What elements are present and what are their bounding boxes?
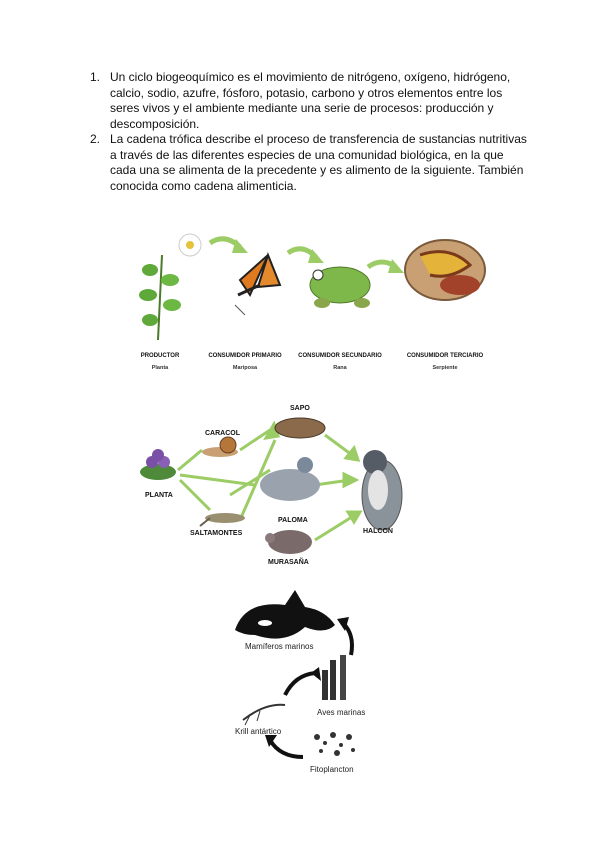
web-arrow bbox=[315, 515, 355, 540]
list-number: 1. bbox=[90, 70, 101, 84]
marine-label-fitoplancton: Fitoplancton bbox=[310, 765, 354, 774]
web-label-saltamontes: SALTAMONTES bbox=[190, 530, 243, 537]
marine-cycle-illustration bbox=[225, 585, 385, 780]
marine-label-krill: Krill antártico bbox=[235, 727, 282, 736]
food-chain-illustration bbox=[130, 225, 500, 345]
mouse-icon bbox=[265, 530, 312, 554]
web-arrow bbox=[325, 435, 352, 455]
arrowhead-icon bbox=[344, 474, 356, 486]
producer-sub: Planta bbox=[151, 365, 169, 371]
list-text: La cadena trófica describe el proceso de transferencia de sustancias nutritivas a través de las diferentes especies de una comunidad biológica, en la que cada una se alimenta de la precedente y es alimento de la siguiente. También conocida como cadena alimenticia. bbox=[110, 132, 527, 193]
web-label-halcon: HALCON bbox=[363, 528, 393, 535]
numbered-list bbox=[90, 70, 530, 194]
grasshopper-icon bbox=[200, 513, 245, 526]
snake-icon bbox=[405, 240, 485, 300]
arrowhead-icon bbox=[348, 512, 360, 522]
cycle-arrow-icon bbox=[270, 740, 303, 757]
seabird-icon bbox=[322, 655, 346, 700]
hawk-icon bbox=[362, 450, 402, 530]
arrowhead-icon bbox=[346, 448, 358, 460]
producer-title: PRODUCTOR bbox=[140, 353, 180, 359]
marine-cycle-figure bbox=[225, 585, 385, 780]
web-label-caracol: CARACOL bbox=[205, 430, 240, 437]
list-number: 2. bbox=[90, 132, 101, 146]
tertiary-sub: Serpiente bbox=[432, 365, 458, 371]
orca-icon bbox=[235, 590, 335, 639]
primary-sub: Mariposa bbox=[232, 365, 258, 371]
web-label-planta: PLANTA bbox=[145, 492, 173, 499]
web-arrow bbox=[180, 480, 210, 510]
primary-title: CONSUMIDOR PRIMARIO bbox=[208, 353, 282, 359]
krill-icon bbox=[243, 705, 285, 725]
secondary-sub: Rana bbox=[333, 365, 347, 371]
tertiary-title: CONSUMIDOR TERCIARIO bbox=[406, 353, 484, 359]
food-chain-figure bbox=[130, 225, 500, 380]
plant-icon bbox=[139, 234, 201, 340]
marine-label-mamiferos: Mamíferos marinos bbox=[245, 642, 314, 651]
web-label-paloma: PALOMA bbox=[278, 517, 308, 524]
violet-plant-icon bbox=[140, 449, 176, 480]
list-item bbox=[90, 70, 530, 132]
frog-icon bbox=[310, 267, 370, 308]
web-arrow bbox=[240, 430, 270, 450]
pigeon-icon bbox=[260, 457, 320, 501]
cycle-arrow-icon bbox=[285, 673, 315, 695]
list-text: Un ciclo biogeoquímico es el movimiento de nitrógeno, oxígeno, hidrógeno, calcio, sodio, azufre, fósforo, potasio, carbono y otros elementos entre los seres vivos y el ambiente mediante una serie de procesos: producción y descomposición. bbox=[110, 70, 511, 131]
food-web-illustration bbox=[130, 400, 420, 570]
marine-label-aves: Aves marinas bbox=[317, 708, 366, 717]
food-web-figure bbox=[130, 400, 420, 570]
web-arrow bbox=[178, 450, 202, 470]
snail-icon bbox=[202, 437, 238, 457]
web-label-sapo: SAPO bbox=[290, 405, 310, 412]
list-item bbox=[90, 132, 530, 194]
butterfly-icon bbox=[235, 255, 280, 315]
arrowhead-icon bbox=[311, 667, 321, 681]
web-label-murasana: MURASAÑA bbox=[268, 559, 309, 566]
toad-icon bbox=[275, 418, 325, 438]
web-arrow bbox=[180, 475, 255, 485]
secondary-title: CONSUMIDOR SECUNDARIO bbox=[298, 353, 382, 359]
phytoplankton-icon bbox=[314, 732, 355, 756]
